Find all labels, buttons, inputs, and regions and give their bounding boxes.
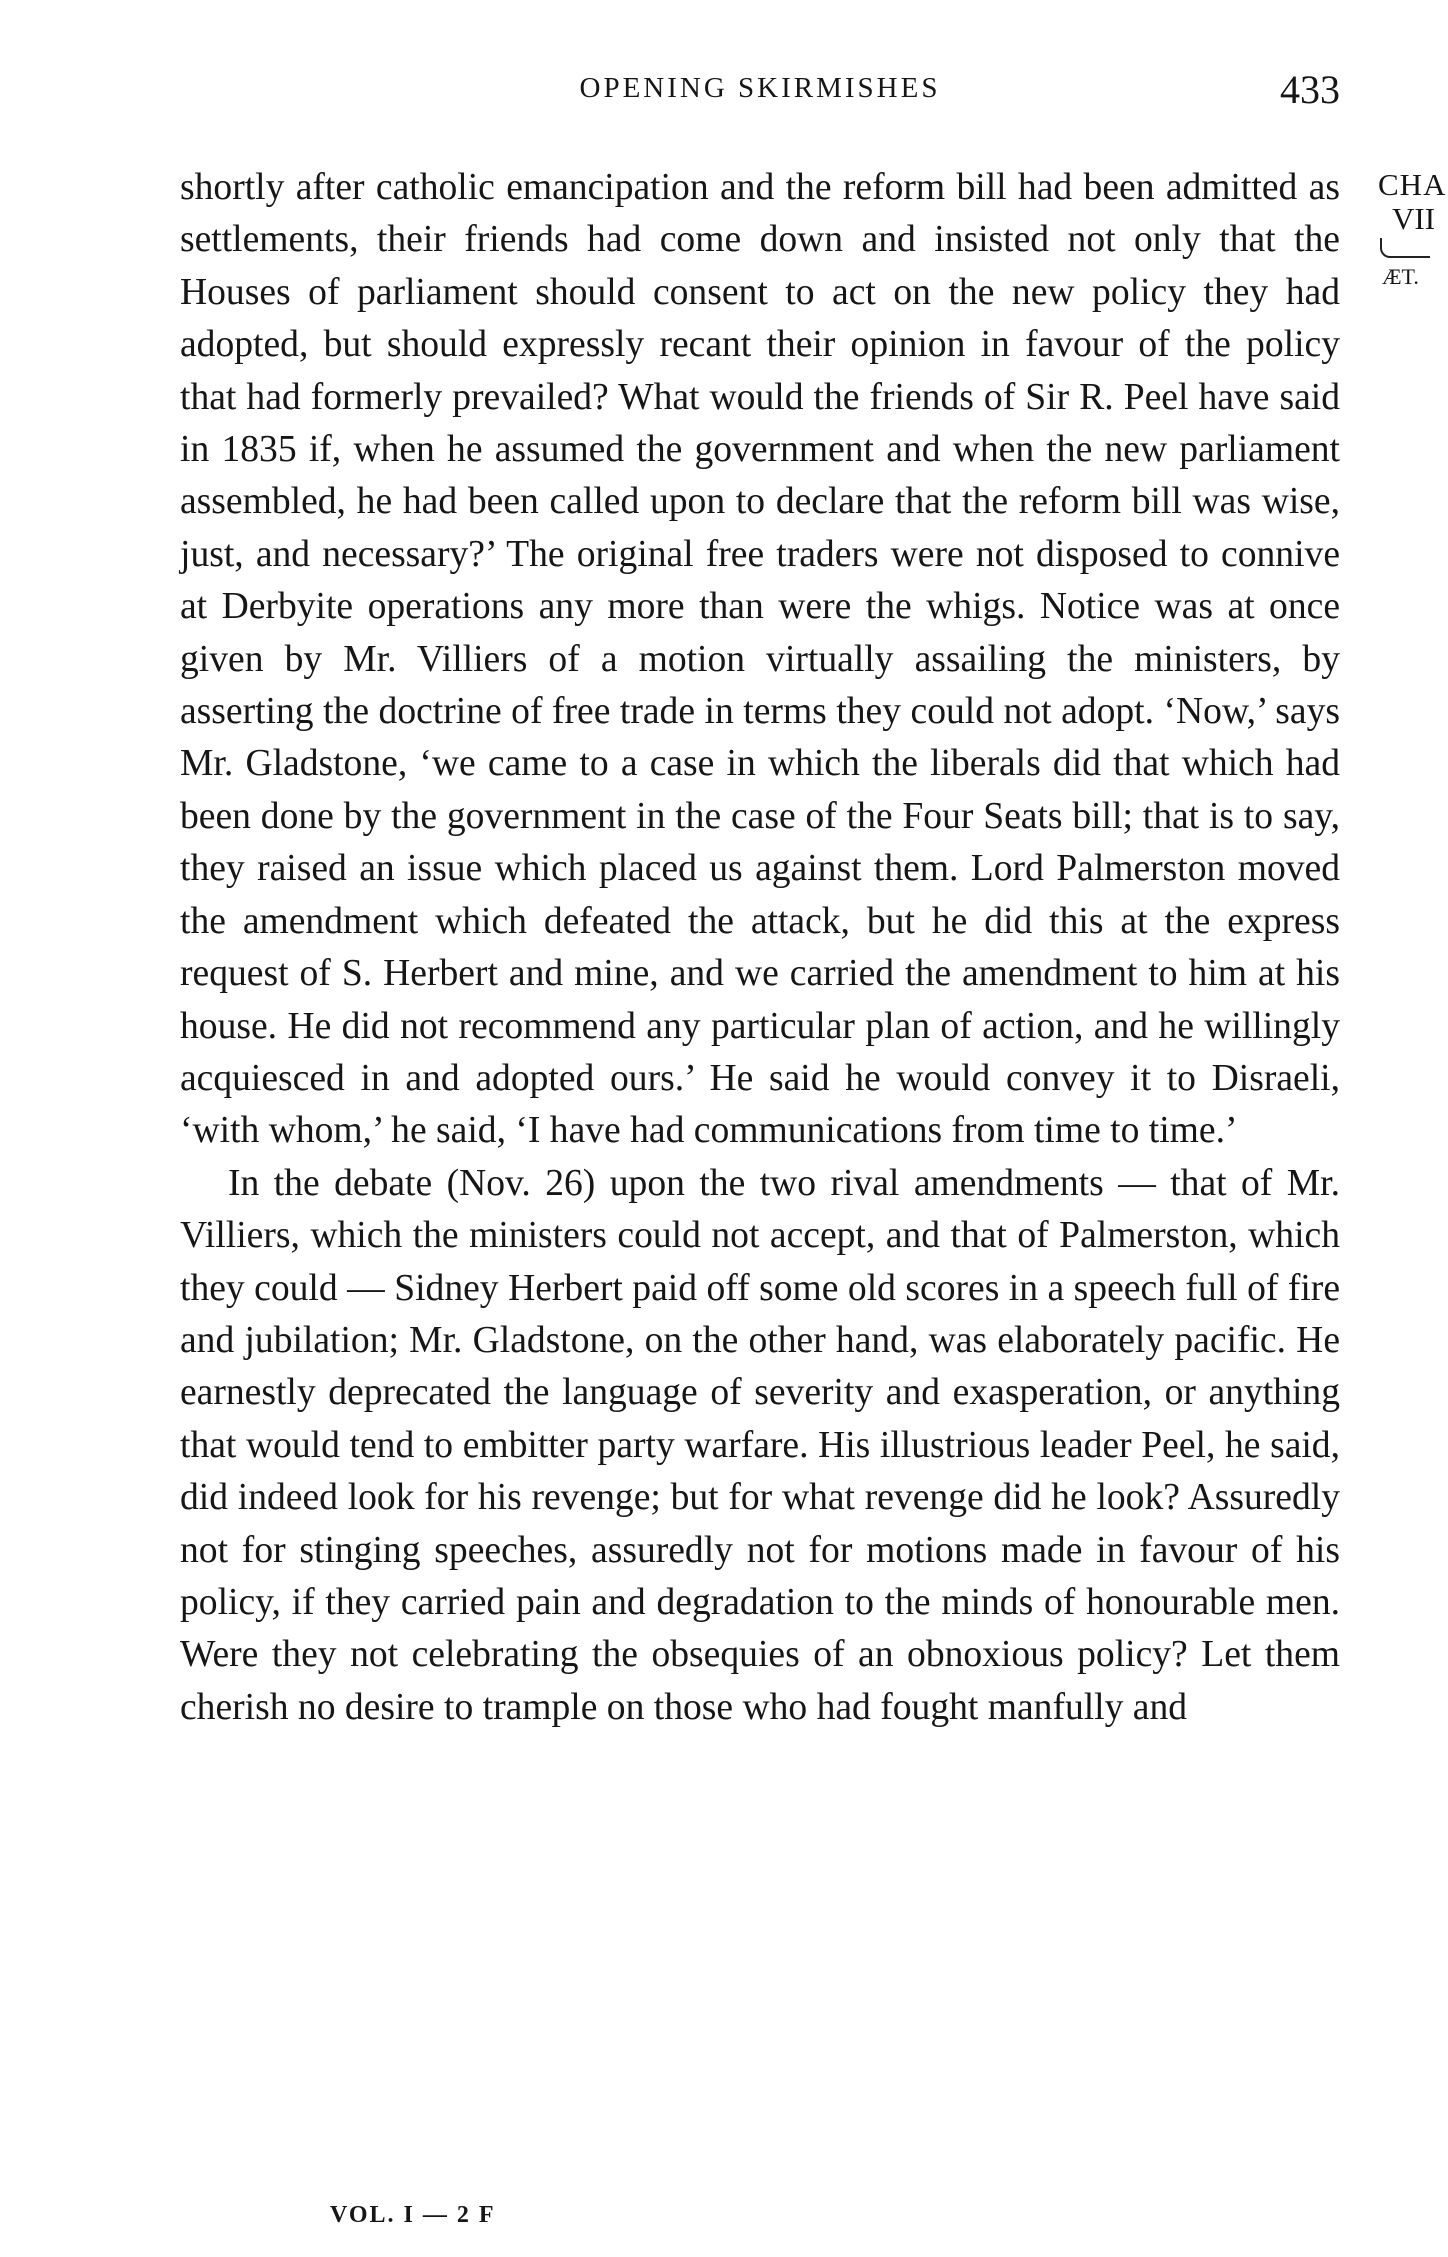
paragraph-continued: shortly after catholic emancipation and the reform bill had been admitted as settlements, their friends had come down and insisted not only that the Houses of parliament should consent to act on the new policy they had adopted, but should expressly recant their opinion in favour of the policy that had formerly prevailed? What would the friends of Sir R. Peel have said in 1835 if, when he assumed the government and when the new parliament assembled, he had been called upon to declare that the reform bill was wise, just, and necessary?’ The original free traders were not disposed to connive at Derbyite operations any more than were the whigs. Notice was at once given by Mr. Villiers of a motion virtually assailing the ministers, by asserting the doctrine of free trade in terms they could not adopt. ‘Now,’ says Mr. Gladstone, ‘we came to a case in which the liberals did that which had been done by the government in the case of the Four Seats bill; that is to say, they raised an issue which placed us against them. Lord Palmerston moved the amendment which defeated the attack, but he did this at the express request of S. Herbert and mine, and we carried the amendment to him at his house. He did not recommend any particular plan of action, and he willingly acquiesced in and adopted ours.’ He said he would convey it to Disraeli, ‘with whom,’ he said, ‘I have had communications from time to time.’	[180, 167, 1340, 1152]
margin-chapter-number: VII	[1392, 201, 1436, 236]
margin-brace	[1380, 238, 1430, 258]
paragraph-debate: In the debate (Nov. 26) upon the two rival amendments — that of Mr. Villiers, which the ministers could not accept, and that of Palmerston, which they could — Sidney Herbert paid off some old scores in a speech full of fire and jubilation; Mr. Gladstone, on the other hand, was elaborately pacific. He earnestly deprecated the language of severity and exasperation, or anything that would tend to embitter party warfare. His illustrious leader Peel, he said, did indeed look for his revenge; but for what revenge did he look? Assuredly not for stinging speeches, assuredly not for motions made in favour of his policy, if they carried pain and degradation to the minds of honourable men. Were they not celebrating the obsequies of an obnoxious policy? Let them cherish no desire to trample on those who had fought manfully and	[180, 1162, 1340, 1728]
body-text	[180, 162, 1340, 1734]
margin-chapter-label: CHA	[1378, 167, 1447, 202]
page-header	[180, 67, 1340, 120]
running-title: OPENING SKIRMISHES	[579, 72, 941, 104]
signature-mark: VOL. I — 2 F	[330, 2202, 496, 2228]
margin-note	[1378, 168, 1448, 294]
page-number: 433	[1280, 67, 1340, 112]
margin-age-label: ÆT.	[1382, 264, 1419, 289]
